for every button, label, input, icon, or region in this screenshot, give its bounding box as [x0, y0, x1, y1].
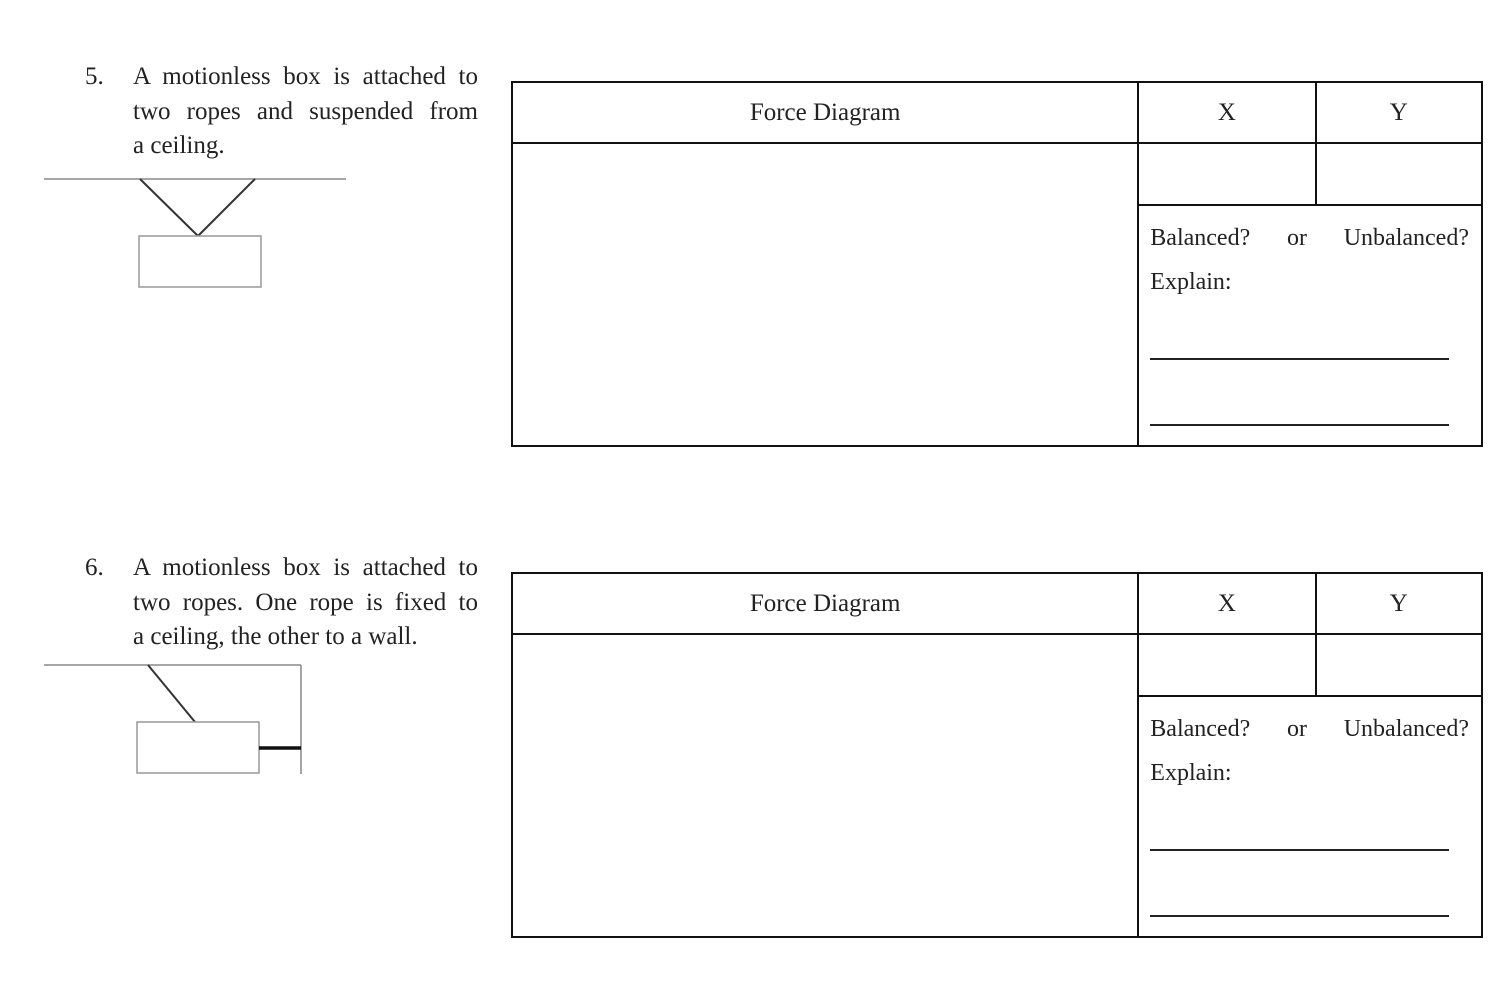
- balanced-option[interactable]: Balanced?: [1150, 225, 1251, 251]
- left-rope: [140, 179, 198, 236]
- or-label: or: [1286, 716, 1307, 742]
- ceiling-rope: [148, 665, 195, 722]
- unbalanced-option[interactable]: Unbalanced?: [1343, 716, 1469, 742]
- force-diagram-area[interactable]: [512, 143, 1138, 446]
- force-table: [511, 572, 1483, 938]
- answer-line[interactable]: [1150, 424, 1449, 426]
- header-force-diagram: Force Diagram: [512, 82, 1138, 143]
- answer-line[interactable]: [1150, 915, 1449, 917]
- ceiling-wall-box-sketch: [40, 661, 360, 791]
- problem-6: [0, 491, 1504, 961]
- question-text: [133, 60, 478, 164]
- question-text-line: a ceiling.: [133, 132, 225, 159]
- force-diagram-area[interactable]: [512, 634, 1138, 937]
- header-x: X: [1138, 82, 1315, 143]
- question-text: [133, 551, 478, 655]
- explain-cell: [1138, 205, 1482, 446]
- answer-line[interactable]: [1150, 849, 1449, 851]
- ceiling-box-sketch: [40, 170, 360, 300]
- question-text-line: two ropes. One rope is fixed to: [133, 588, 478, 616]
- question-text-line: a ceiling, the other to a wall.: [133, 623, 418, 650]
- right-rope: [198, 179, 255, 236]
- header-force-diagram: Force Diagram: [512, 573, 1138, 634]
- y-answer-cell[interactable]: [1316, 634, 1482, 696]
- or-label: or: [1286, 225, 1307, 251]
- x-answer-cell[interactable]: [1138, 143, 1315, 205]
- question-number: 5.: [85, 63, 104, 90]
- explain-label: Explain:: [1150, 760, 1232, 786]
- question-text-line: two ropes and suspended from: [133, 97, 478, 125]
- header-y: Y: [1316, 82, 1482, 143]
- header-y: Y: [1316, 573, 1482, 634]
- answer-line[interactable]: [1150, 358, 1449, 360]
- x-answer-cell[interactable]: [1138, 634, 1315, 696]
- explain-cell: [1138, 696, 1482, 937]
- question-text-line: A motionless box is attached to: [133, 63, 478, 90]
- y-answer-cell[interactable]: [1316, 143, 1482, 205]
- explain-label: Explain:: [1150, 269, 1232, 295]
- header-x: X: [1138, 573, 1315, 634]
- box: [139, 236, 261, 287]
- question-number: 6.: [85, 554, 104, 581]
- problem-5: [0, 0, 1504, 470]
- balance-choice-row: [1150, 220, 1469, 256]
- box: [137, 722, 259, 773]
- question-text-line: A motionless box is attached to: [133, 554, 478, 581]
- balanced-option[interactable]: Balanced?: [1150, 716, 1251, 742]
- balance-choice-row: [1150, 711, 1469, 747]
- force-table: [511, 81, 1483, 447]
- unbalanced-option[interactable]: Unbalanced?: [1343, 225, 1469, 251]
